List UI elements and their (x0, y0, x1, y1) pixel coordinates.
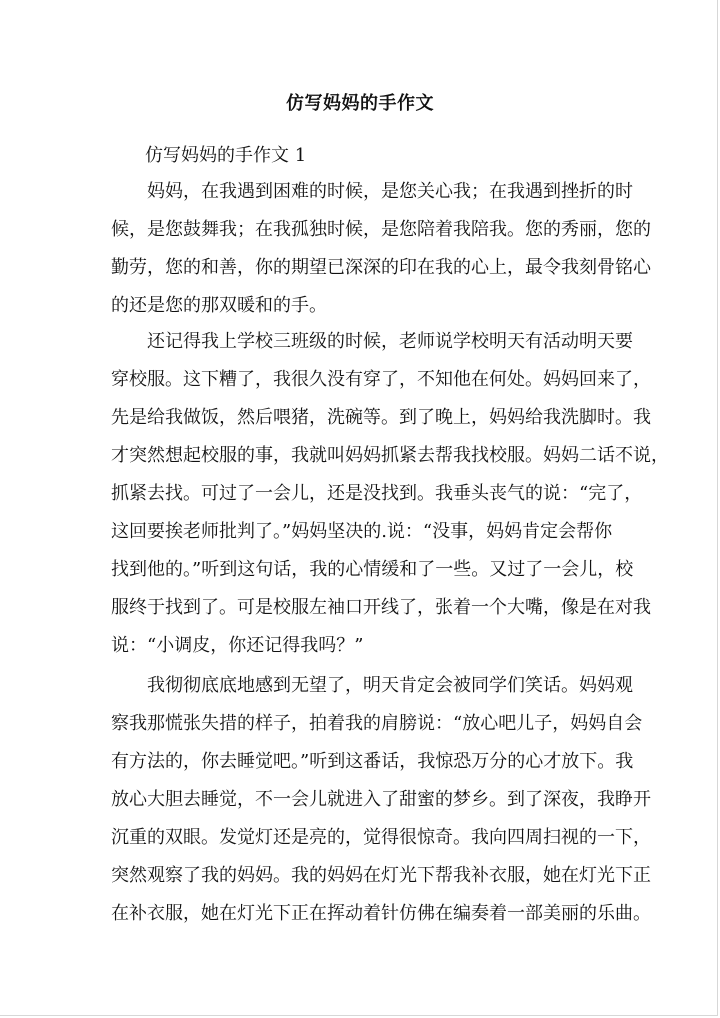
paragraph-line: 的还是您的那双暖和的手。 (111, 295, 327, 316)
paragraph-line: 找到他的。”听到这句话，我的心情缓和了一些。又过了一会儿，校 (111, 559, 634, 580)
paragraph-line: 说：“小调皮，你还记得我吗？” (111, 635, 364, 656)
paragraph-line: 还记得我上学校三班级的时候，老师说学校明天有活动明天要 (147, 331, 633, 352)
section-heading: 仿写妈妈的手作文 1 (145, 145, 307, 166)
paragraph-line: 服终于找到了。可是校服左袖口开线了，张着一个大嘴，像是在对我 (111, 597, 651, 618)
paragraph-line: 勤劳，您的和善，你的期望已深深的印在我的心上，最令我刻骨铭心 (111, 257, 651, 278)
paragraph-line: 先是给我做饭，然后喂猪，洗碗等。到了晚上，妈妈给我洗脚时。我 (111, 407, 651, 428)
paragraph-line: 在补衣服，她在灯光下正在挥动着针仿佛在编奏着一部美丽的乐曲。 (111, 903, 651, 924)
paragraph-line: 我彻彻底底地感到无望了，明天肯定会被同学们笑话。妈妈观 (147, 675, 633, 696)
paragraph-line: 沉重的双眼。发觉灯还是亮的，觉得很惊奇。我向四周扫视的一下， (111, 827, 651, 848)
paragraph-line: 放心大胆去睡觉，不一会儿就进入了甜蜜的梦乡。到了深夜，我睁开 (111, 789, 651, 810)
paragraph-line: 才突然想起校服的事，我就叫妈妈抓紧去帮我找校服。妈妈二话不说， (111, 445, 669, 466)
document-title: 仿写妈妈的手作文 (286, 93, 434, 114)
paragraph-line: 这回要挨老师批判了。”妈妈坚决的.说：“没事，妈妈肯定会帮你 (111, 521, 613, 542)
paragraph-line: 妈妈，在我遇到困难的时候，是您关心我；在我遇到挫折的时 (147, 181, 633, 202)
paragraph-line: 察我那慌张失措的样子，拍着我的肩膀说：“放心吧儿子，妈妈自会 (111, 713, 643, 734)
paragraph-line: 候，是您鼓舞我；在我孤独时候，是您陪着我陪我。您的秀丽，您的 (111, 219, 651, 240)
paragraph-line: 穿校服。这下糟了，我很久没有穿了，不知他在何处。妈妈回来了， (111, 369, 651, 390)
paragraph-line: 有方法的，你去睡觉吧。”听到这番话，我惊恐万分的心才放下。我 (111, 751, 634, 772)
paragraph-line: 抓紧去找。可过了一会儿，还是没找到。我垂头丧气的说：“完了， (111, 483, 643, 504)
paragraph-line: 突然观察了我的妈妈。我的妈妈在灯光下帮我补衣服，她在灯光下正 (111, 865, 651, 886)
